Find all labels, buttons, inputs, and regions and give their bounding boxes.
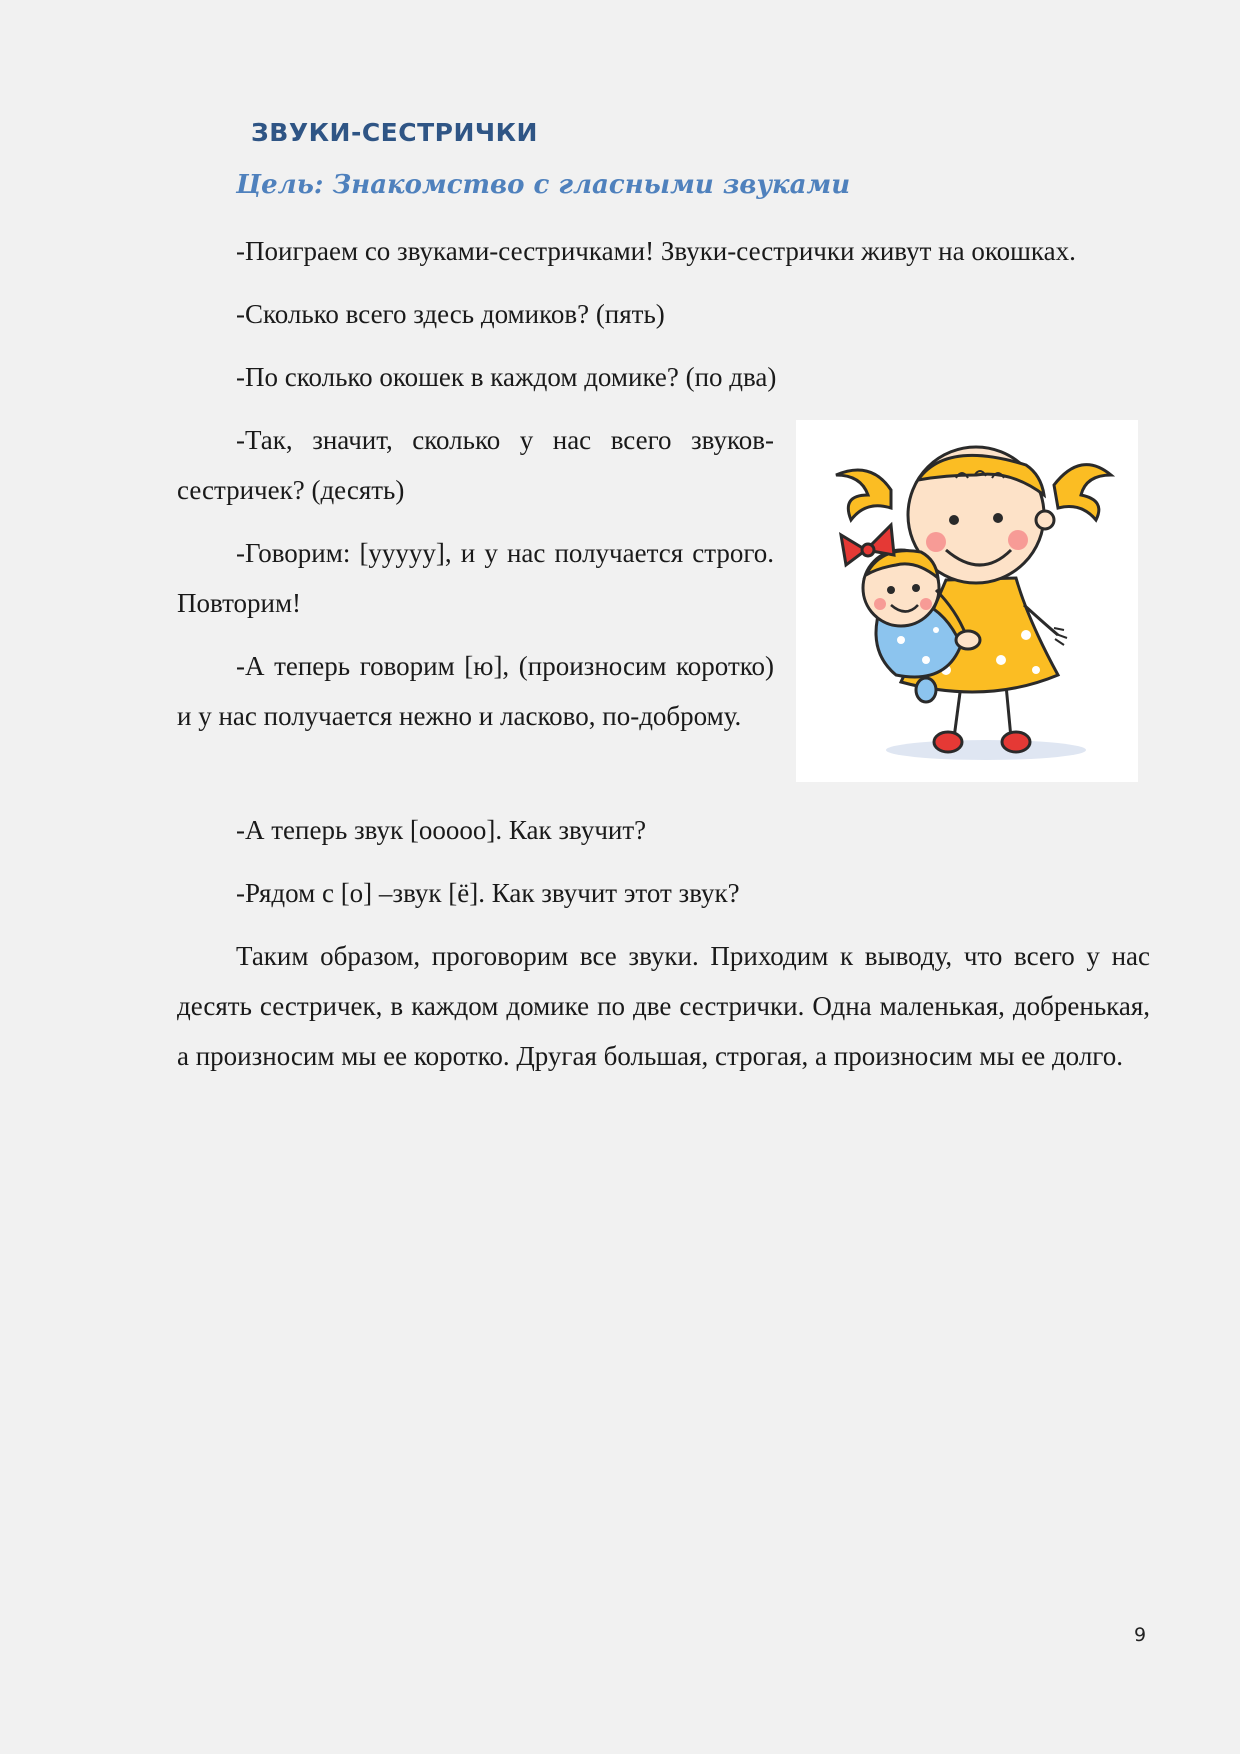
lesson-goal: Цель: Знакомство с гласными звуками (236, 170, 851, 200)
paragraph-3 (177, 352, 1150, 402)
paragraph-1-text: -Поиграем со звуками-сестричками! Звуки-сестрички живут на окошках. (236, 236, 1076, 266)
paragraph-2-text: -Сколько всего здесь домиков? (пять) (236, 299, 665, 329)
paragraph-4-text: -Так, значит, сколько у нас всего звуков-сестричек? (десять) (177, 425, 774, 505)
paragraph-9-text: Таким образом, проговорим все звуки. Приходим к выводу, что всего у нас десять сестричек, в каждом домике по две сестрички. Одна маленькая, добренькая, а произносим мы ее коротко. Другая большая, строгая, а произносим мы ее долго. (177, 941, 1150, 1071)
paragraph-5-text: -Говорим: [ууууу], и у нас получается строго. Повторим! (177, 538, 774, 618)
paragraph-7 (177, 805, 1150, 855)
paragraph-6 (177, 641, 774, 741)
paragraph-1 (177, 226, 1150, 276)
paragraph-2 (177, 289, 1150, 339)
girl-hugging-doll-illustration (796, 420, 1138, 782)
paragraph-9 (177, 931, 1150, 1081)
paragraph-5 (177, 528, 774, 628)
paragraph-3-text: -По сколько окошек в каждом домике? (по два) (236, 362, 777, 392)
paragraph-6-text: -А теперь говорим [ю], (произносим коротко) и у нас получается нежно и ласково, по-доброму. (177, 651, 774, 731)
page-number: 9 (1134, 1624, 1147, 1646)
paragraph-8 (177, 868, 1150, 918)
paragraph-4 (177, 415, 774, 515)
paragraph-8-text: -Рядом с [о] –звук [ё]. Как звучит этот звук? (236, 878, 740, 908)
page-title: ЗВУКИ-СЕСТРИЧКИ (251, 118, 538, 147)
paragraph-7-text: -А теперь звук [ооооо]. Как звучит? (236, 815, 647, 845)
